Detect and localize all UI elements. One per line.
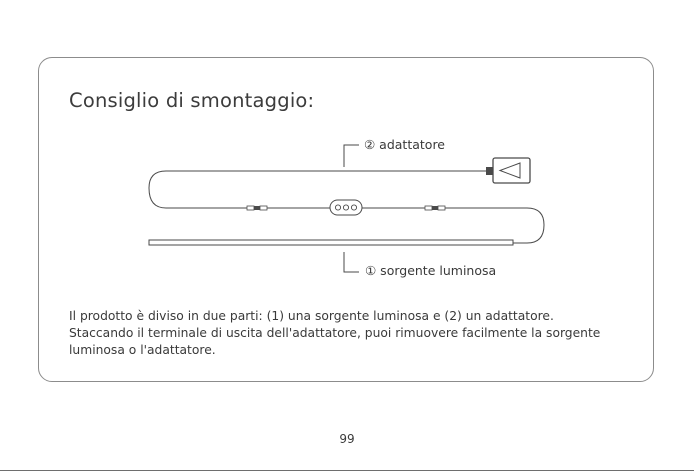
adapter-cable <box>149 171 486 208</box>
description <box>69 308 629 359</box>
left-connector <box>247 206 267 210</box>
light-strip <box>149 240 513 245</box>
section-title: Consiglio di smontaggio: <box>69 89 315 112</box>
description-line: Staccando il terminale di uscita dell'adattatore, puoi rimuovere facilmente la sorgente luminosa o l'adattatore. <box>69 326 601 357</box>
light-source-label: ① sorgente luminosa <box>365 263 497 278</box>
adapter-leader <box>344 145 359 167</box>
adapter-label: ② adattatore <box>364 137 445 152</box>
page-number: 99 <box>339 432 355 446</box>
inline-controller <box>330 200 362 215</box>
footer-rule <box>0 470 694 471</box>
description-line: Il prodotto è diviso in due parti: (1) una sorgente luminosa e (2) un adattatore. <box>69 309 554 323</box>
light-leader <box>344 252 359 272</box>
right-connector <box>425 206 445 210</box>
light-cable <box>445 208 544 243</box>
adapter-icon <box>486 158 530 183</box>
